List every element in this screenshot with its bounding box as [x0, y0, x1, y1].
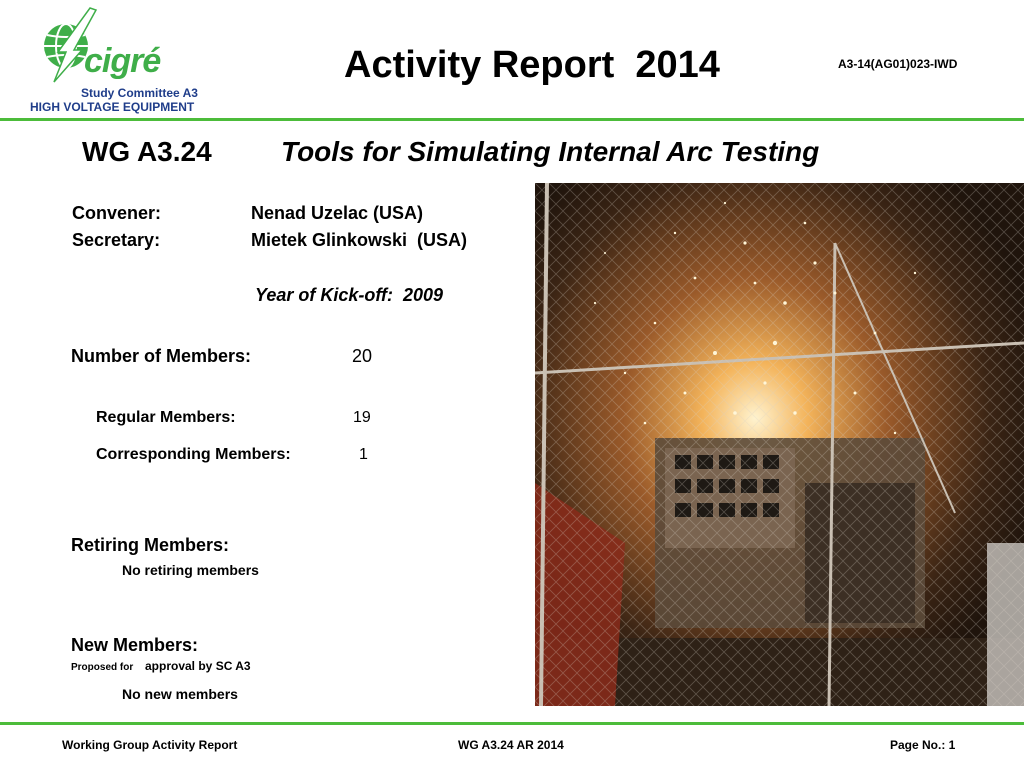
new-members-label: New Members:	[71, 635, 199, 655]
convener-value: Nenad Uzelac (USA)	[251, 203, 424, 223]
header-divider	[0, 118, 1024, 121]
new-members-proposed-suffix: approval by SC A3	[145, 659, 251, 673]
retiring-members-label: Retiring Members:	[71, 535, 230, 555]
footer-center: WG A3.24 AR 2014	[458, 738, 564, 752]
page-title: Activity Report 2014	[344, 44, 720, 86]
committee-name: Study Committee A3	[81, 86, 198, 100]
arc-test-illustration	[535, 183, 1024, 706]
footer-left: Working Group Activity Report	[62, 738, 238, 752]
corresponding-members-value: 1	[359, 446, 368, 463]
members-count-value: 20	[352, 346, 373, 366]
secretary-value: Mietek Glinkowski (USA)	[251, 230, 468, 250]
wg-title: Tools for Simulating Internal Arc Testing	[281, 136, 820, 167]
regular-members-label: Regular Members:	[96, 409, 236, 426]
wg-code: WG A3.24	[82, 136, 212, 167]
footer-divider	[0, 722, 1024, 725]
convener-label: Convener:	[72, 203, 162, 223]
document-code: A3-14(AG01)023-IWD	[838, 57, 958, 71]
arc-test-photo	[535, 183, 1024, 706]
committee-subtitle: HIGH VOLTAGE EQUIPMENT	[30, 100, 195, 114]
page-number: Page No.: 1	[890, 738, 956, 752]
cigre-logo	[36, 6, 176, 86]
members-count-label: Number of Members:	[71, 346, 252, 366]
retiring-members-value: No retiring members	[122, 562, 259, 578]
regular-members-value: 19	[353, 409, 371, 426]
new-members-value: No new members	[122, 686, 238, 702]
logo-wordmark: cigré	[84, 42, 161, 80]
corresponding-members-label: Corresponding Members:	[96, 446, 291, 463]
secretary-label: Secretary:	[72, 230, 161, 250]
new-members-proposed-prefix: Proposed for	[71, 662, 134, 673]
kickoff-year: Year of Kick-off: 2009	[255, 285, 444, 305]
